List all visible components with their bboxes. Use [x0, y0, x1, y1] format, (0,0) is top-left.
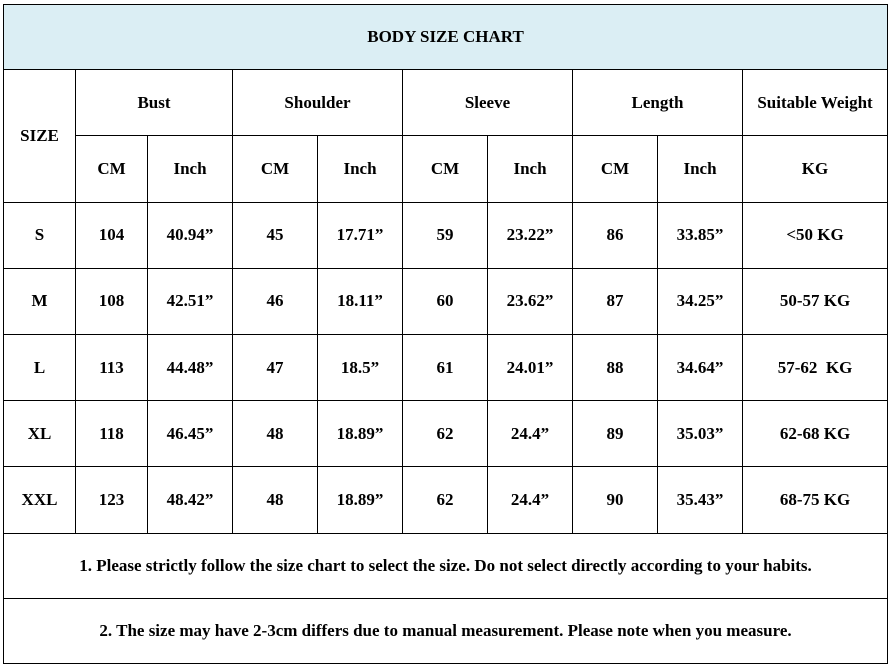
length-inch-cell: 35.43”: [658, 467, 743, 533]
note-2: 2. The size may have 2-3cm differs due to manual measurement. Please note when you measure.: [4, 598, 888, 663]
shoulder-inch-cell: 18.89”: [318, 467, 403, 533]
length-cm-cell: 87: [573, 268, 658, 334]
shoulder-inch-unit: Inch: [318, 136, 403, 202]
bust-inch-cell: 42.51”: [148, 268, 233, 334]
table-row: [4, 334, 888, 400]
table-row: [4, 268, 888, 334]
size-chart: [3, 4, 887, 664]
bust-inch-unit: Inch: [148, 136, 233, 202]
bust-cm-cell: 118: [76, 401, 148, 467]
shoulder-cm-cell: 47: [233, 334, 318, 400]
note-1: 1. Please strictly follow the size chart to select the size. Do not select directly according to your habits.: [4, 533, 888, 598]
weight-kg-unit: KG: [743, 136, 888, 202]
bust-cm-cell: 104: [76, 202, 148, 268]
length-cm-cell: 86: [573, 202, 658, 268]
shoulder-cm-cell: 48: [233, 401, 318, 467]
size-cell: L: [4, 334, 76, 400]
size-cell: XL: [4, 401, 76, 467]
size-cell: M: [4, 268, 76, 334]
weight-cell: 62-68 KG: [743, 401, 888, 467]
weight-cell: 50-57 KG: [743, 268, 888, 334]
shoulder-header: Shoulder: [233, 70, 403, 136]
sleeve-cm-cell: 59: [403, 202, 488, 268]
bust-header: Bust: [76, 70, 233, 136]
sleeve-cm-cell: 60: [403, 268, 488, 334]
suitable-weight-header: Suitable Weight: [743, 70, 888, 136]
bust-cm-unit: CM: [76, 136, 148, 202]
bust-cm-cell: 123: [76, 467, 148, 533]
table-row: [4, 401, 888, 467]
bust-inch-cell: 46.45”: [148, 401, 233, 467]
sleeve-cm-cell: 61: [403, 334, 488, 400]
bust-cm-cell: 113: [76, 334, 148, 400]
weight-cell: 57-62 KG: [743, 334, 888, 400]
length-cm-cell: 89: [573, 401, 658, 467]
shoulder-inch-cell: 17.71”: [318, 202, 403, 268]
sleeve-inch-cell: 24.4”: [488, 467, 573, 533]
shoulder-inch-cell: 18.89”: [318, 401, 403, 467]
length-cm-cell: 88: [573, 334, 658, 400]
size-column-header: SIZE: [4, 70, 76, 202]
length-inch-cell: 33.85”: [658, 202, 743, 268]
bust-inch-cell: 40.94”: [148, 202, 233, 268]
shoulder-inch-cell: 18.11”: [318, 268, 403, 334]
bust-inch-cell: 44.48”: [148, 334, 233, 400]
sleeve-inch-cell: 23.62”: [488, 268, 573, 334]
sleeve-inch-cell: 24.4”: [488, 401, 573, 467]
length-cm-unit: CM: [573, 136, 658, 202]
sleeve-cm-unit: CM: [403, 136, 488, 202]
chart-title: BODY SIZE CHART: [4, 5, 888, 70]
length-header: Length: [573, 70, 743, 136]
sleeve-cm-cell: 62: [403, 467, 488, 533]
bust-inch-cell: 48.42”: [148, 467, 233, 533]
sleeve-inch-cell: 23.22”: [488, 202, 573, 268]
shoulder-cm-cell: 46: [233, 268, 318, 334]
sleeve-cm-cell: 62: [403, 401, 488, 467]
table-row: [4, 202, 888, 268]
size-chart-table: [3, 4, 888, 664]
length-cm-cell: 90: [573, 467, 658, 533]
shoulder-inch-cell: 18.5”: [318, 334, 403, 400]
table-row: [4, 467, 888, 533]
bust-cm-cell: 108: [76, 268, 148, 334]
size-cell: S: [4, 202, 76, 268]
shoulder-cm-unit: CM: [233, 136, 318, 202]
weight-cell: <50 KG: [743, 202, 888, 268]
sleeve-header: Sleeve: [403, 70, 573, 136]
length-inch-unit: Inch: [658, 136, 743, 202]
weight-cell: 68-75 KG: [743, 467, 888, 533]
sleeve-inch-cell: 24.01”: [488, 334, 573, 400]
shoulder-cm-cell: 48: [233, 467, 318, 533]
length-inch-cell: 35.03”: [658, 401, 743, 467]
shoulder-cm-cell: 45: [233, 202, 318, 268]
size-cell: XXL: [4, 467, 76, 533]
length-inch-cell: 34.64”: [658, 334, 743, 400]
sleeve-inch-unit: Inch: [488, 136, 573, 202]
length-inch-cell: 34.25”: [658, 268, 743, 334]
